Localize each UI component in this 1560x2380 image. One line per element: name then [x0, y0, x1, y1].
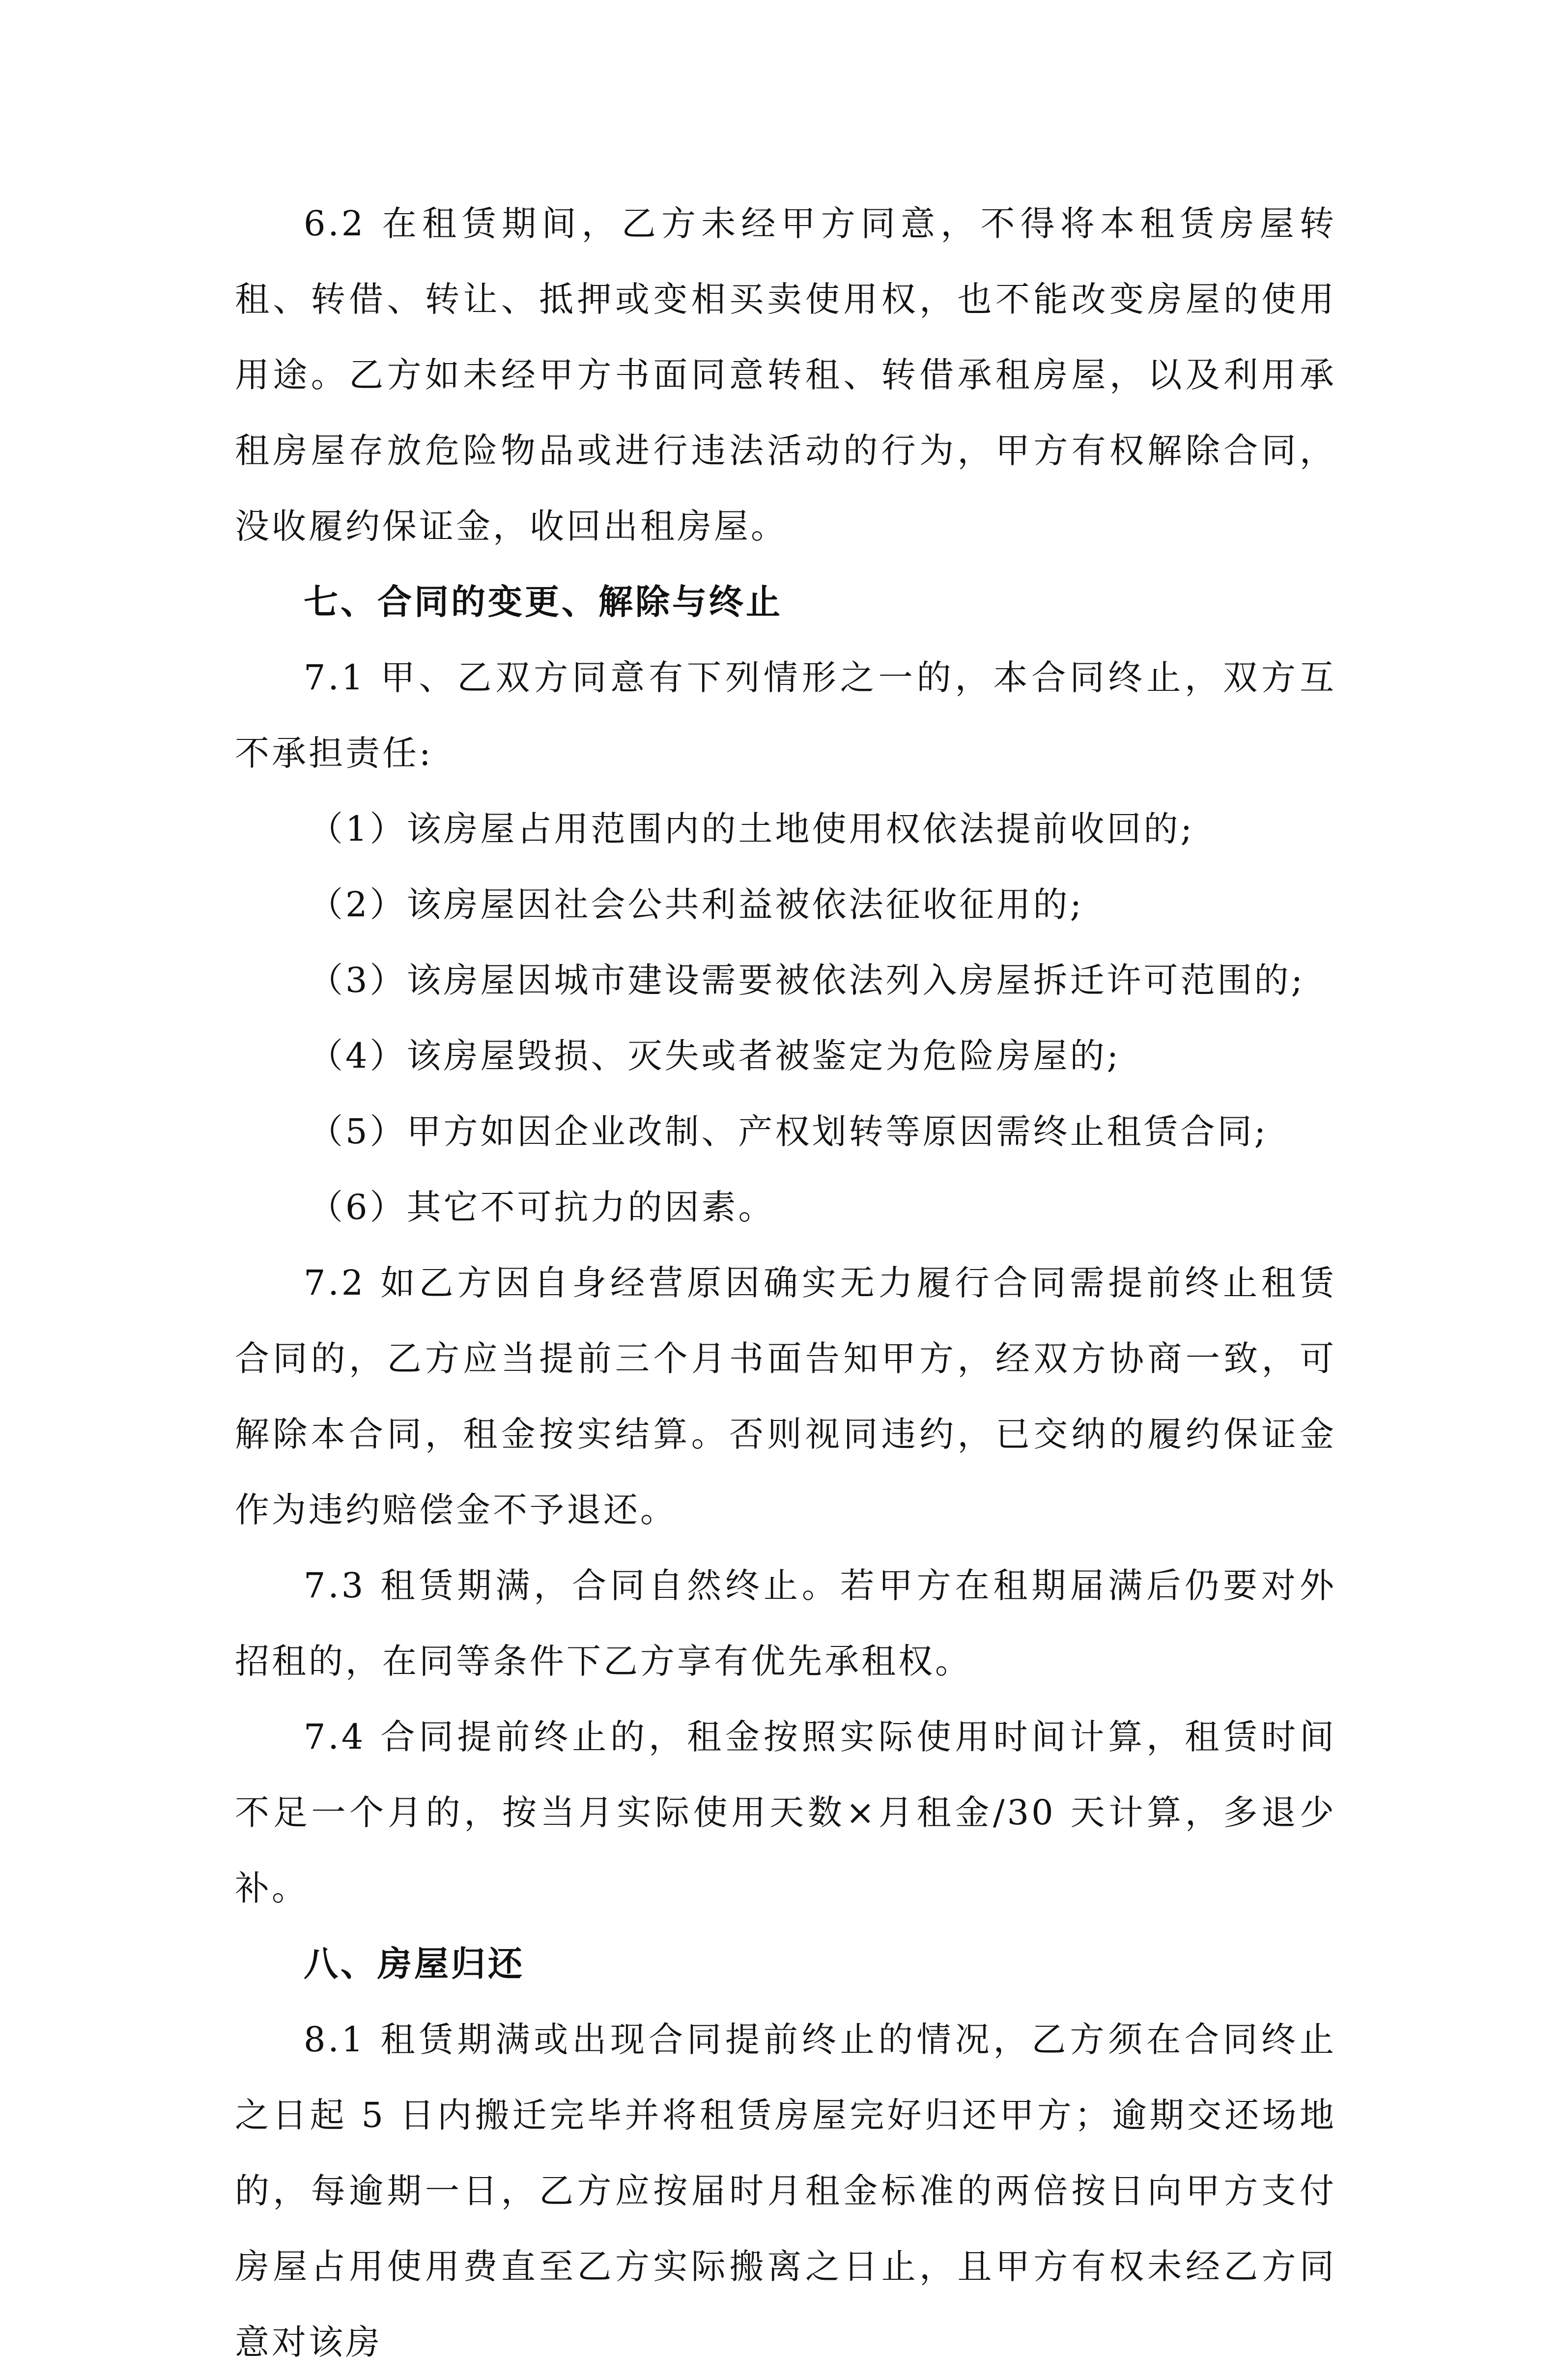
list-item-6: （6）其它不可抗力的因素。: [309, 1187, 775, 1227]
list-item-1: （1）该房屋占用范围内的土地使用权依法提前收回的;: [309, 809, 1195, 849]
clause-8-1: 8.1 租赁期满或出现合同提前终止的情况，乙方须在合同终止之日起 5 日内搬迁完毕并将租赁房屋完好归还甲方；逾期交还场地的，每逾期一日，乙方应按届时月租金标准的两倍按日向甲方支付房屋占用使用费直至乙方实际搬离之日止，且甲方有权未经乙方同意对该房: [235, 2019, 1336, 2362]
list-item-4: （4）该房屋毁损、灭失或者被鉴定为危险房屋的;: [309, 1036, 1121, 1076]
section-heading-8: 八、房屋归还: [304, 1943, 525, 1984]
clause-7-2: 7.2 如乙方因自身经营原因确实无力履行合同需提前终止租赁合同的，乙方应当提前三个月书面告知甲方，经双方协商一致，可解除本合同，租金按实结算。否则视同违约，已交纳的履约保证金作为违约赔偿金不予退还。: [235, 1263, 1336, 1530]
clause-6-2: 6.2 在租赁期间，乙方未经甲方同意，不得将本租赁房屋转租、转借、转让、抵押或变相买卖使用权，也不能改变房屋的使用用途。乙方如未经甲方书面同意转租、转借承租房屋，以及利用承租房屋存放危险物品或进行违法活动的行为，甲方有权解除合同，没收履约保证金，收回出租房屋。: [235, 203, 1336, 546]
clause-7-3: 7.3 租赁期满，合同自然终止。若甲方在租期届满后仍要对外招租的，在同等条件下乙方享有优先承租权。: [235, 1565, 1336, 1681]
list-item-3: （3）该房屋因城市建设需要被依法列入房屋拆迁许可范围的;: [309, 960, 1305, 1000]
list-item-2: （2）该房屋因社会公共利益被依法征收征用的;: [309, 884, 1084, 925]
clause-7-1: 7.1 甲、乙双方同意有下列情形之一的，本合同终止，双方互不承担责任:: [235, 657, 1336, 773]
list-item-5: （5）甲方如因企业改制、产权划转等原因需终止租赁合同;: [309, 1111, 1269, 1152]
document-page: [235, 186, 1336, 2380]
clause-7-4: 7.4 合同提前终止的，租金按照实际使用时间计算，租赁时间不足一个月的，按当月实际使用天数×月租金/30 天计算，多退少补。: [235, 1717, 1336, 1908]
section-heading-7: 七、合同的变更、解除与终止: [304, 581, 783, 622]
